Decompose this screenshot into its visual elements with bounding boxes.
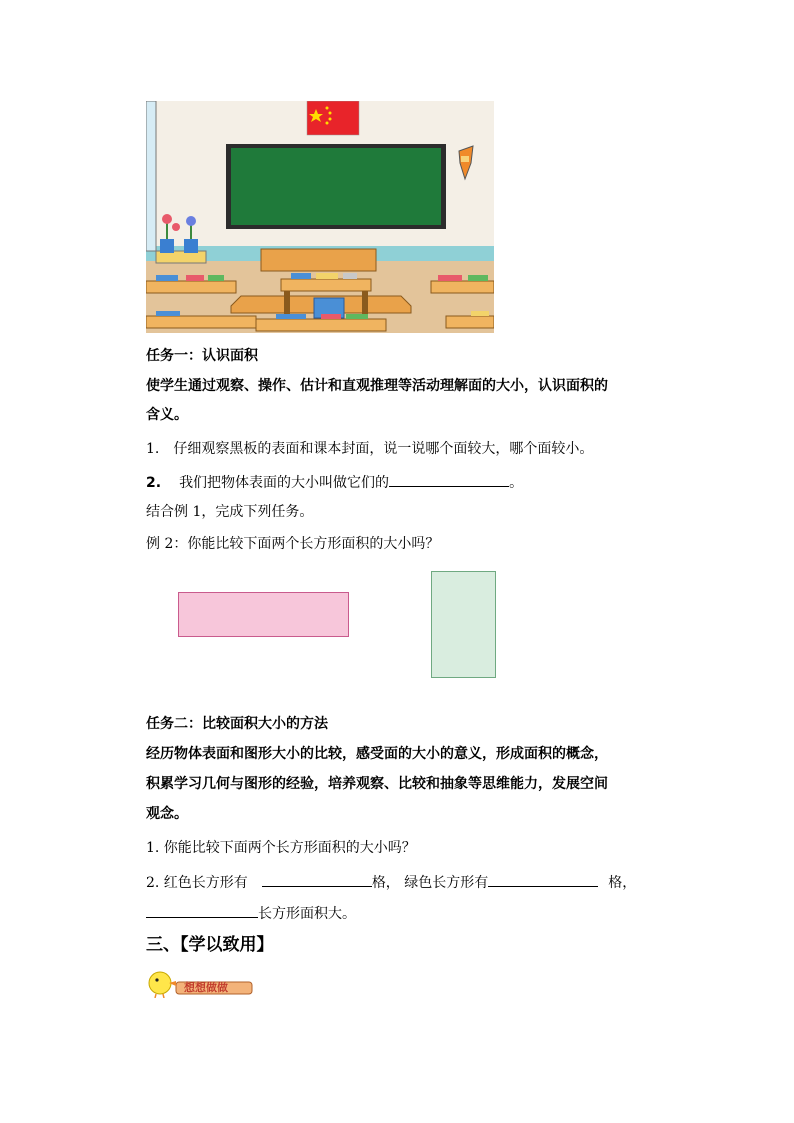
classroom-illustration — [146, 101, 494, 333]
task2-question2-line1 — [146, 870, 636, 893]
blackboard — [226, 144, 446, 229]
task2-title: 任务二：比较面积大小的方法 — [146, 716, 328, 732]
pink-rectangle — [178, 592, 349, 637]
task2-goal-line1: 经历物体表面和图形大小的比较，感受面的大小的意义，形成面积的概念， — [146, 746, 608, 762]
task1-goal-line1: 使学生通过观察、操作、估计和直观推理等活动理解面的大小，认识面积的 — [146, 378, 608, 394]
task2-goal-line2: 积累学习几何与图形的经验，培养观察、比较和抽象等思维能力，发展空间 — [146, 776, 608, 792]
task1-q2-text: 我们把物体表面的大小叫做它们的 — [179, 475, 390, 491]
task2-question2-line2 — [146, 901, 356, 924]
example2-prompt: 例 2：你能比较下面两个长方形面积的大小吗？ — [146, 536, 440, 552]
task1-q1-number: 1. — [146, 441, 160, 457]
think-and-do-badge — [146, 968, 256, 998]
task1-q1-text: 仔细观察黑板的表面和课本封面，说一说哪个面较大，哪个面较小。 — [173, 441, 594, 457]
task2-q2-part3: 格， — [608, 875, 637, 891]
flag-icon — [307, 101, 359, 135]
answer-blank-green-count[interactable] — [488, 870, 598, 887]
task1-goal-line2: 含义。 — [146, 407, 188, 423]
answer-blank-larger-rect[interactable] — [146, 901, 258, 918]
badge-label: 想想做做 — [184, 981, 228, 994]
task1-question2 — [146, 470, 523, 493]
task1-question1 — [146, 439, 593, 459]
answer-blank-red-count[interactable] — [262, 870, 372, 887]
answer-blank-area-term[interactable] — [389, 470, 509, 487]
combine-note: 结合例 1，完成下列任务。 — [146, 504, 314, 520]
green-rectangle — [431, 571, 496, 678]
task1-q2-end: 。 — [509, 475, 524, 491]
task2-q2-part2: 格， 绿色长方形有 — [371, 875, 489, 891]
task2-goal-line3: 观念。 — [146, 806, 188, 822]
classroom-scene-svg — [146, 101, 494, 333]
task2-q2-part1: 2. 红色长方形有 — [146, 875, 248, 891]
section3-title: 三、【学以致用】 — [146, 935, 274, 955]
task1-title: 任务一：认识面积 — [146, 348, 258, 364]
task2-question1: 1. 你能比较下面两个长方形面积的大小吗？ — [146, 840, 416, 856]
task1-q2-number: 2. — [146, 475, 162, 491]
task2-q2-part4: 长方形面积大。 — [258, 906, 356, 922]
